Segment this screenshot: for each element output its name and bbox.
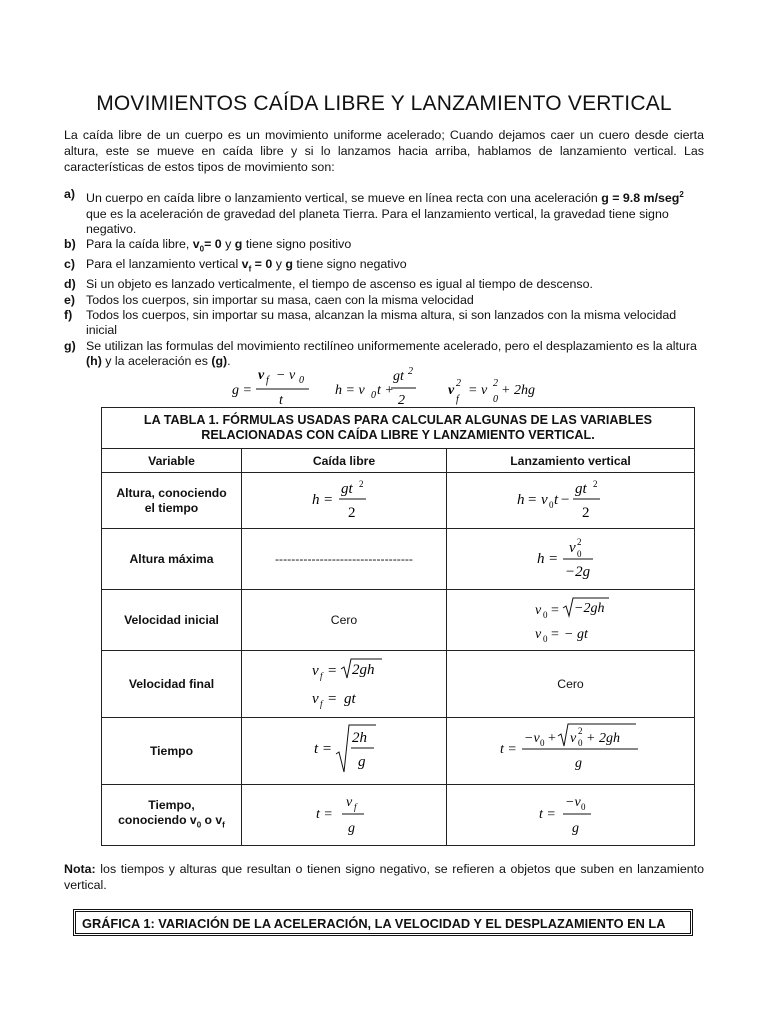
formula2-den: 2: [398, 393, 405, 408]
list-item-b: b) Para la caída libre, $v_0= 0$ y g tiene signo positivo: [64, 237, 352, 254]
svg-text:f: f: [320, 698, 323, 709]
svg-text:2gh: 2gh: [352, 661, 375, 678]
svg-text:=: =: [328, 662, 337, 679]
svg-text:0: 0: [542, 633, 547, 644]
var-altura-maxima: Altura máxima: [102, 529, 242, 590]
table-row: [102, 473, 695, 529]
svg-text:− gt: − gt: [563, 626, 588, 642]
svg-text:g: g: [571, 820, 579, 836]
var-tiempo-v0-vf: Tiempo, conociendo $v_0$ o $v_f$: [102, 785, 242, 846]
svg-text:=: =: [550, 626, 559, 642]
svg-text:t =: t =: [538, 806, 556, 822]
svg-text:t =: t =: [499, 741, 517, 757]
formula-h-gt2: [304, 475, 384, 523]
col-header-caida: Caída libre: [242, 449, 447, 473]
svg-text:v: v: [540, 492, 548, 508]
list-item-f: f) Todos los cuerpos, sin importar su masa, alcanzan la misma altura, si son lanzados con la misma velocidad inicial: [64, 307, 677, 338]
formula2-t: t +: [377, 383, 394, 398]
svg-text:2h: 2h: [352, 729, 367, 746]
svg-text:g: g: [358, 753, 366, 770]
formula-v0: [521, 592, 621, 646]
formula3-sup2: 2: [493, 378, 498, 389]
formula3-sup: 2: [456, 378, 461, 389]
formula-t-vf-g: [304, 787, 384, 841]
var-velocidad-inicial: Velocidad inicial: [102, 590, 242, 651]
svg-text:h: h: [536, 550, 544, 567]
svg-text:gt: gt: [574, 481, 587, 497]
grafica-heading-box: GRÁFICA 1: VARIACIÓN DE LA ACELERACIÓN, LA VELOCIDAD Y EL DESPLAZAMIENTO EN LA: [73, 909, 693, 936]
svg-text:v: v: [534, 602, 541, 618]
formula2-sup: 2: [408, 366, 413, 377]
svg-text:t: t: [553, 492, 558, 508]
svg-text:0: 0: [542, 609, 547, 620]
svg-text:=: =: [324, 492, 333, 508]
svg-text:+: +: [547, 730, 556, 746]
formula-cell: [447, 785, 695, 846]
value-cero: Cero: [447, 651, 695, 718]
svg-text:h: h: [312, 492, 320, 508]
svg-text:0: 0: [580, 801, 585, 812]
svg-text:2: 2: [359, 479, 364, 489]
svg-text:2: 2: [576, 536, 581, 547]
characteristics-list: [64, 187, 704, 370]
svg-text:0: 0: [576, 548, 581, 559]
svg-text:−: −: [560, 492, 569, 508]
formula2-num: gt: [393, 369, 404, 384]
formula2-lhs: h = v: [335, 383, 365, 398]
formula-cell: [242, 651, 447, 718]
svg-text:=: =: [550, 602, 559, 618]
svg-text:t =: t =: [314, 740, 333, 757]
formula2-sub: 0: [371, 390, 376, 401]
svg-text:v: v: [312, 662, 319, 679]
svg-text:−v: −v: [523, 730, 540, 746]
col-header-lanzamiento: Lanzamiento vertical: [447, 449, 695, 473]
table-row: [102, 590, 695, 651]
formula1-num-sub: f: [266, 375, 269, 386]
list-item-a: a) Un cuerpo en caída libre o lanzamiento vertical, se mueve en línea recta con una aceleración g = 9.8 m/seg$^2$ que es la aceleración de gravedad del planeta Tierra. Para el lanzamiento vertical, la gravedad tiene signo negativo.: [64, 187, 684, 236]
svg-text:−2gh: −2gh: [573, 600, 604, 616]
formula-cell: [447, 590, 695, 651]
formula-vf: [294, 653, 394, 713]
formula-row: [0, 364, 768, 408]
formula-cell: [242, 718, 447, 785]
svg-text:g: g: [348, 820, 355, 836]
note-paragraph: Nota: los tiempos y alturas que resultan o tienen signo negativo, se refieren a objetos que suben en lanzamiento vertical.: [64, 862, 704, 892]
table-row: [102, 785, 695, 846]
svg-text:=: =: [328, 690, 337, 707]
svg-text:=: =: [548, 550, 557, 567]
table-row: [102, 529, 695, 590]
formula-t-sqrt: [304, 720, 384, 780]
svg-text:0: 0: [548, 500, 553, 510]
formula3-rest: + 2hg: [501, 383, 535, 398]
svg-text:f: f: [354, 801, 357, 812]
svg-text:v: v: [534, 626, 541, 642]
formula-hmax: [531, 531, 611, 585]
svg-text:v: v: [312, 690, 319, 707]
value-cero: Cero: [242, 590, 447, 651]
formula-cell: [242, 473, 447, 529]
svg-text:−2g: −2g: [564, 563, 590, 580]
formula3-sub: f: [456, 394, 459, 405]
col-header-variable: Variable: [102, 449, 242, 473]
svg-text:=: =: [527, 492, 536, 508]
formula3-sub2: 0: [493, 394, 498, 405]
formula3-v: v: [448, 383, 455, 398]
svg-text:+ 2gh: + 2gh: [585, 730, 620, 746]
svg-text:−v: −v: [564, 794, 581, 810]
svg-text:t =: t =: [316, 806, 333, 822]
list-item-c: c) Para el lanzamiento vertical $v_f = 0$ y g tiene signo negativo: [64, 257, 407, 274]
table-caption: LA TABLA 1. FÓRMULAS USADAS PARA CALCULAR ALGUNAS DE LAS VARIABLES RELACIONADAS CON CAÍDA LIBRE Y LANZAMIENTO VERTICAL.: [102, 408, 695, 449]
svg-text:v: v: [568, 539, 576, 556]
svg-text:0: 0: [539, 737, 544, 748]
table-header-row: [102, 449, 695, 473]
svg-text:f: f: [320, 670, 323, 681]
table-row: [102, 651, 695, 718]
formula-cell: [242, 785, 447, 846]
svg-text:gt: gt: [341, 481, 353, 497]
svg-text:g: g: [574, 755, 582, 771]
list-item-e: e) Todos los cuerpos, sin importar su masa, caen con la misma velocidad: [64, 292, 474, 307]
formula3-eq: = v: [468, 383, 488, 398]
svg-text:0: 0: [577, 737, 582, 748]
formula-t-negv0-g: [531, 787, 611, 841]
formula-cell: [447, 529, 695, 590]
var-altura-tiempo: Altura, conociendo el tiempo: [102, 473, 242, 529]
formula1-lhs: g =: [232, 383, 252, 398]
formula1-den: t: [279, 393, 283, 408]
formula1-num-minus: − v: [276, 368, 296, 383]
formula1-num-sub2: 0: [299, 375, 304, 386]
dashes-cell: ----------------------------------: [242, 529, 447, 590]
formula-t-lanz: [496, 720, 646, 780]
svg-text:v: v: [569, 730, 576, 746]
intro-paragraph: La caída libre de un cuerpo es un movimiento uniforme acelerado; Cuando dejamos caer un cuero desde cierta altura, este se mueve en caída libre y si lo lanzamos hacia arriba, hablamos de lanzamiento vertical. Las características de estos tipos de movimiento son:: [64, 128, 704, 174]
svg-text:gt: gt: [344, 690, 356, 707]
svg-text:v: v: [346, 794, 353, 810]
table-row: [102, 718, 695, 785]
svg-text:2: 2: [348, 505, 356, 521]
formulas-table: [101, 407, 695, 846]
formula-cell: [447, 718, 695, 785]
formula-cell: [447, 473, 695, 529]
var-velocidad-final: Velocidad final: [102, 651, 242, 718]
formula-row-svg: [0, 364, 768, 408]
svg-text:2: 2: [577, 725, 582, 736]
svg-text:2: 2: [592, 479, 597, 489]
list-item-d: d) Si un objeto es lanzado verticalmente, el tiempo de ascenso es igual al tiempo de descenso.: [64, 277, 593, 292]
svg-text:2: 2: [581, 505, 589, 521]
list-item-g: g) Se utilizan las formulas del movimiento rectilíneo uniformemente acelerado, pero el desplazamiento es la altura (h) y la aceleración es (g).: [64, 338, 697, 369]
svg-text:h: h: [516, 492, 524, 508]
var-tiempo: Tiempo: [102, 718, 242, 785]
formula1-num-v: v: [258, 368, 265, 383]
page-title: MOVIMIENTOS CAÍDA LIBRE Y LANZAMIENTO VERTICAL: [96, 92, 672, 115]
formula-h-v0t-gt2: [511, 475, 631, 523]
